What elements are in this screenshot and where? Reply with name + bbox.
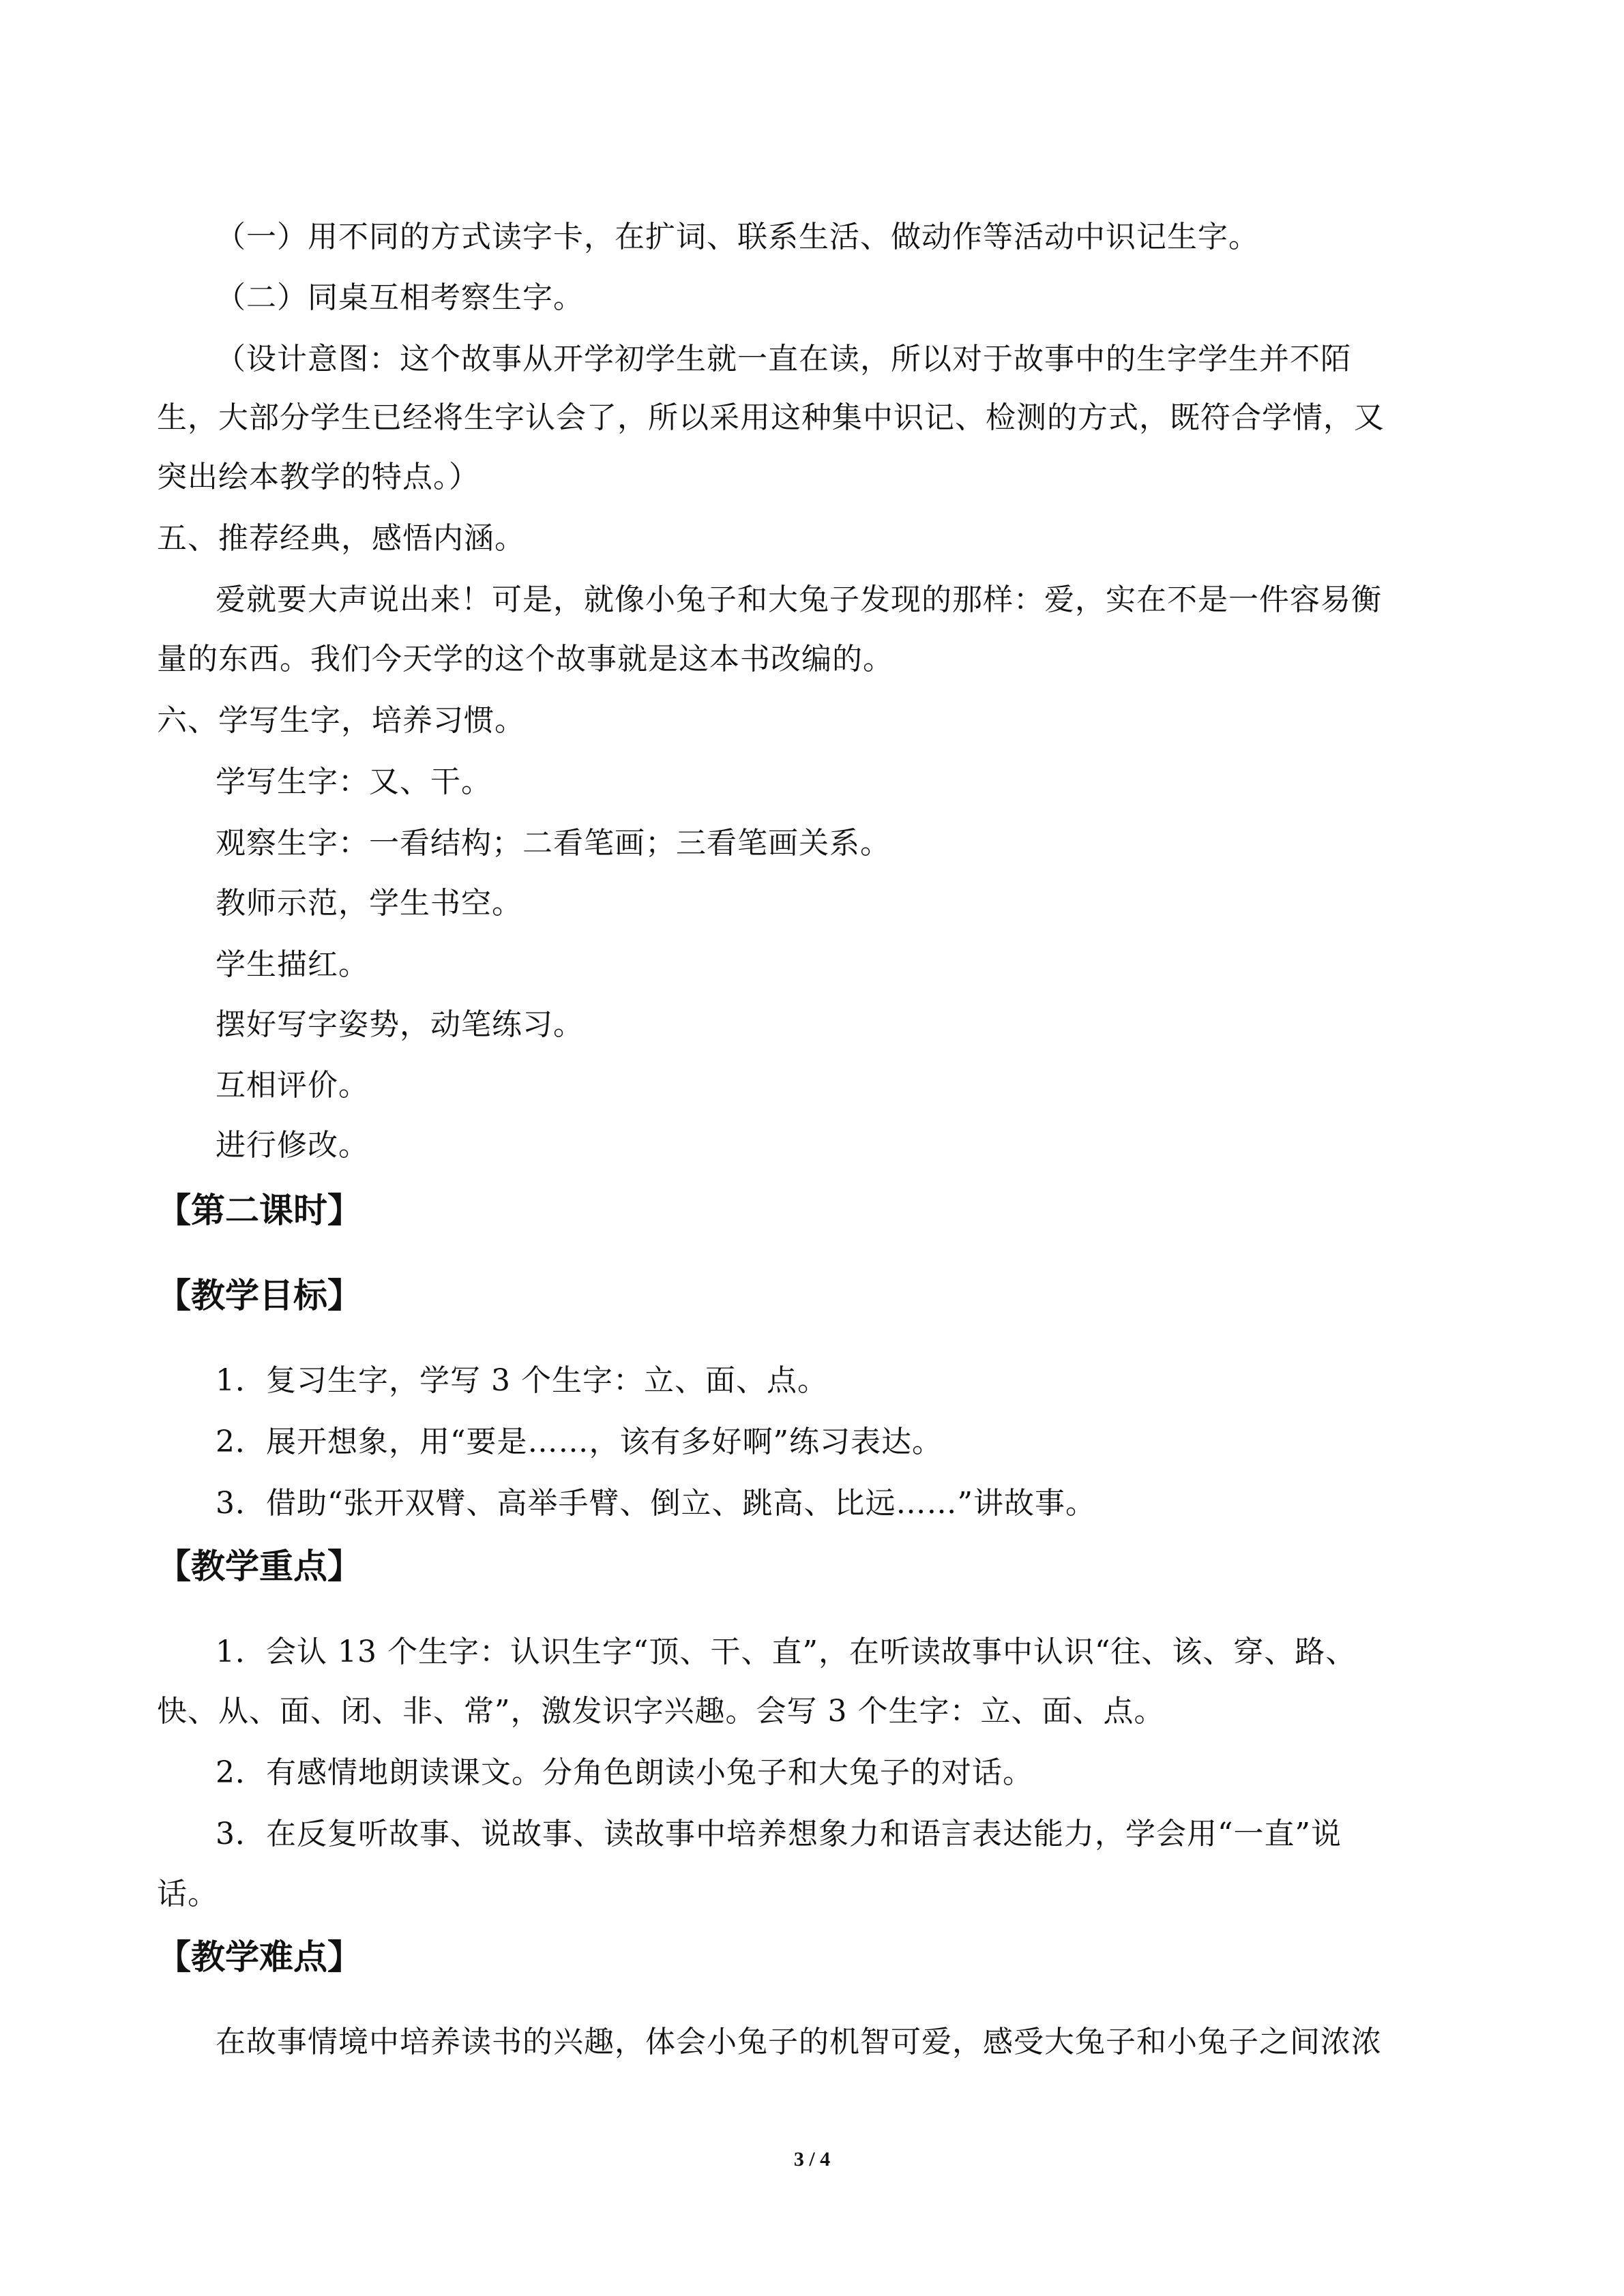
key-point-item3-line2: 话。 xyxy=(157,1877,218,1911)
section6-step: 教师示范，学生书空。 xyxy=(216,886,522,921)
key-point-item2: 2．有感情地朗读课文。分角色朗读小兔子和大兔子的对话。 xyxy=(216,1755,1033,1790)
section6-title: 六、学写生字，培养习惯。 xyxy=(157,703,525,738)
key-point-item1-line2: 快、从、面、闭、非、常”，激发识字兴趣。会写 3 个生字：立、面、点。 xyxy=(157,1694,1165,1729)
design-intent-line2: 生，大部分学生已经将生字认会了，所以采用这种集中识记、检测的方式，既符合学情，又 xyxy=(157,400,1385,435)
section6-step: 学写生字：又、干。 xyxy=(216,764,492,799)
design-intent-line3: 突出绘本教学的特点。） xyxy=(157,460,479,494)
design-intent-line1: （设计意图：这个故事从开学初学生就一直在读，所以对于故事中的生字学生并不陌 xyxy=(216,342,1351,376)
section4-item1: （一）用不同的方式读字卡，在扩词、联系生活、做动作等活动中识记生字。 xyxy=(216,220,1259,254)
section6-step: 进行修改。 xyxy=(216,1128,369,1163)
goal-item: 3．借助“张开双臂、高举手臂、倒立、跳高、比远……”讲故事。 xyxy=(216,1486,1096,1521)
goal-item: 1．复习生字，学写 3 个生字：立、面、点。 xyxy=(216,1363,828,1398)
goals-heading: 【教学目标】 xyxy=(157,1276,361,1315)
section5-line1: 爱就要大声说出来！可是，就像小兔子和大兔子发现的那样：爱，实在不是一件容易衡 xyxy=(216,582,1382,617)
section6-step: 学生描红。 xyxy=(216,947,369,982)
difficulties-line1: 在故事情境中培养读书的兴趣，体会小兔子的机智可爱，感受大兔子和小兔子之间浓浓 xyxy=(216,2025,1382,2059)
section5-line2: 量的东西。我们今天学的这个故事就是这本书改编的。 xyxy=(157,642,894,676)
section6-step: 互相评价。 xyxy=(216,1068,369,1103)
goal-item: 2．展开想象，用“要是……，该有多好啊”练习表达。 xyxy=(216,1425,943,1459)
section6-step: 摆好写字姿势，动笔练习。 xyxy=(216,1007,584,1042)
key-points-heading: 【教学重点】 xyxy=(157,1547,361,1586)
section4-item2: （二）同桌互相考察生字。 xyxy=(216,280,584,315)
key-point-item3-line1: 3．在反复听故事、说故事、读故事中培养想象力和语言表达能力，学会用“一直”说 xyxy=(216,1817,1342,1851)
difficulties-heading: 【教学难点】 xyxy=(157,1937,361,1977)
section5-title: 五、推荐经典，感悟内涵。 xyxy=(157,521,525,556)
lesson2-title: 【第二课时】 xyxy=(157,1191,361,1230)
page-number: 3 / 4 xyxy=(793,2148,831,2171)
key-point-item1-line1: 1．会认 13 个生字：认识生字“顶、干、直”，在听读故事中认识“往、该、穿、路、 xyxy=(216,1635,1357,1669)
section6-step: 观察生字：一看结构；二看笔画；三看笔画关系。 xyxy=(216,826,891,861)
